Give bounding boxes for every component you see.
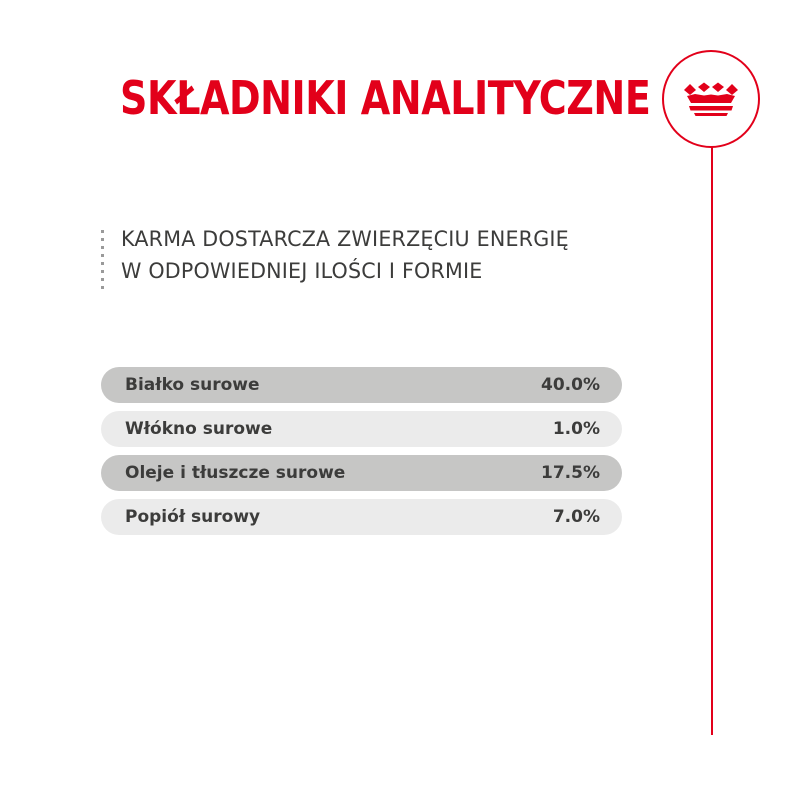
page-title: SKŁADNIKI ANALITYCZNE <box>120 71 651 125</box>
list-item <box>101 455 622 491</box>
subtitle-block <box>101 224 661 288</box>
nutrient-name: Białko surowe <box>125 375 260 395</box>
dotted-rail-decoration <box>101 230 104 290</box>
nutrients-list <box>101 367 622 543</box>
nutrient-value: 17.5% <box>541 463 600 483</box>
list-item <box>101 367 622 403</box>
nutrient-name: Włókno surowe <box>125 419 273 439</box>
nutrient-value: 1.0% <box>552 419 600 439</box>
subtitle-text <box>121 224 639 288</box>
list-item <box>101 411 622 447</box>
nutrient-name: Popiół surowy <box>125 507 261 527</box>
royal-canin-crown-icon <box>662 50 760 148</box>
nutrient-value: 7.0% <box>552 507 600 527</box>
nutrient-value: 40.0% <box>541 375 600 395</box>
accent-vertical-line <box>711 140 713 735</box>
nutrient-name: Oleje i tłuszcze surowe <box>125 463 346 483</box>
subtitle-line-2: W ODPOWIEDNIEJ ILOŚCI I FORMIE <box>121 259 483 284</box>
subtitle-line-1: KARMA DOSTARCZA ZWIERZĘCIU ENERGIĘ <box>121 227 569 252</box>
list-item <box>101 499 622 535</box>
